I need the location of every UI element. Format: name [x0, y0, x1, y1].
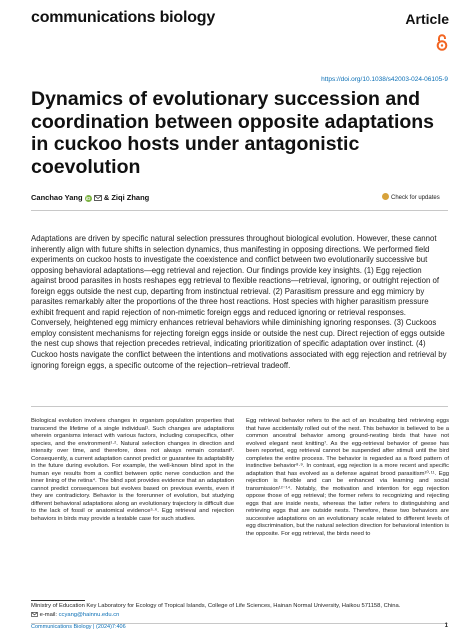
journal-name[interactable]: communications biology	[31, 9, 216, 26]
article-type-label: Article	[405, 11, 449, 27]
email-label: e-mail:	[39, 612, 58, 618]
divider	[31, 406, 448, 407]
mail-icon	[31, 612, 38, 617]
author-name[interactable]: Canchao Yang	[31, 193, 83, 202]
mail-icon[interactable]	[94, 195, 102, 201]
footer-citation: Communications Biology | (2024)7:406	[31, 624, 126, 630]
affiliation: Ministry of Education Key Laboratory for Ecology of Tropical Islands, College of Life Sciences, Hainan Normal University, Haikou 571158, China.	[31, 603, 401, 609]
author-name[interactable]: Ziqi Zhang	[111, 193, 150, 202]
check-updates-button[interactable]	[382, 193, 440, 201]
check-updates-icon	[382, 193, 389, 200]
doi-link[interactable]: https://doi.org/10.1038/s42003-024-06105-9	[321, 76, 448, 83]
page-number: 1	[444, 623, 448, 629]
author-list	[31, 193, 149, 202]
email-link[interactable]: ccyang@hainnu.edu.cn	[58, 612, 120, 618]
open-access-icon	[436, 34, 448, 51]
check-updates-label: Check for updates	[391, 195, 440, 201]
abstract: Adaptations are driven by specific natural selection pressures throughout biological evolution. However, these cannot inherently align with future shifts in selection dynamics, thus manifesting in opposing directions. We performed field experiments on cuckoo hosts to investigate the coexistence and conflict between two evolutionarily successive but opposing behavioral adaptations—egg retrieval and rejection. Our findings provide key insights. (1) Egg rejection against brood parasites in hosts reshapes egg retrieval to flexible reactions—retrieval, ignoring, or outright rejection of foreign eggs outside the nest cup, departing from instinctual retrieval. (2) Parasitism pressure and egg mimicry by parasites remarkably alter the proportions of the three host reactions. Host species with higher parasitism pressure exhibit frequent and rapid rejection of non-mimetic foreign eggs and reduced ignoring or retrieval responses. Conversely, heightened egg mimicry enhances retrieval behaviors while diminishing ignoring responses. (3) Cuckoos employ consistent mechanisms for rejecting foreign eggs inside or outside the nest cup. Direct rejection of eggs outside the nest cup shows that rejection precedes retrieval, indicating prioritization of specific adaptation over instinct. (4) Cuckoo hosts navigate the conflict between the intentions and motivations associated with egg rejection and retrieval by ignoring foreign eggs, a specific outcome of the rejection–retrieval tradeoff.	[31, 234, 447, 370]
body-column-left: Biological evolution involves changes in organism population properties that transcend the lifetime of a single individual¹. Such changes are adaptations wherein organisms interact with various factors, including conspecifics, other species, and the environment¹·². Natural selection changes in direction and intensity over time, and therefore, does not always remain constant³. Consequently, a current adaptation cannot predict or guarantee its adaptability in the future during evolution. For example, the well-known blind spot in the human eye results from a conflict between optic nerve conduction and the inner lining of the retina⁴. The blind spot provides evidence that an adaptation cannot predict consequences but evolves based on previous events, even if they are contradictory. Behavior is the forerunner of evolution, but studying different behavioral adaptations along an evolutionary trajectory is difficult due to the lack of fossil or anatomical evidence⁵·⁶. Egg retrieval and rejection behaviors in birds may provide a testable case for such studies.	[31, 418, 234, 522]
orcid-icon[interactable]: iD	[85, 196, 91, 201]
divider	[31, 210, 448, 211]
corresponding-email	[31, 611, 119, 619]
article-title: Dynamics of evolutionary succession and coordination between opposite adaptations in cuckoo hosts under antagonistic coevolution	[31, 88, 435, 178]
author-separator: &	[103, 193, 110, 202]
body-column-right: Egg retrieval behavior refers to the act of an incubating bird retrieving eggs that have accidentally rolled out of the nest. This behavior is believed to be a common ancestral behavior among ground-nesting birds that have not evolved elegant nest knitting⁷. As the egg-retrieval behavior of geese has been reported, egg retrieval cannot be suspended after stimuli until the bird completes the entire process. The behavior is regarded as a fixed pattern of instinctive behavior⁸·⁹. In contrast, egg rejection is a more recent and specific adaptation that has evolved as a defense against brood parasitism¹⁰·¹¹. Egg rejection is flexible and can be enhanced via learning and social transmission¹²⁻¹⁴. Notably, the motivation and intention for egg rejection oppose those of egg retrieval; the former refers to recognizing and rejecting eggs that are inside nests, whereas the latter refers to distinguishing and retrieving eggs that are outside nests. Therefore, these two behaviors are successive adaptations on an evolutionary scale related to different levels of egg discrimination, but the natural selection direction for behavioral intention is the opposite. For egg retrieval, the birds need to	[246, 418, 449, 537]
footnote-divider	[31, 600, 85, 601]
